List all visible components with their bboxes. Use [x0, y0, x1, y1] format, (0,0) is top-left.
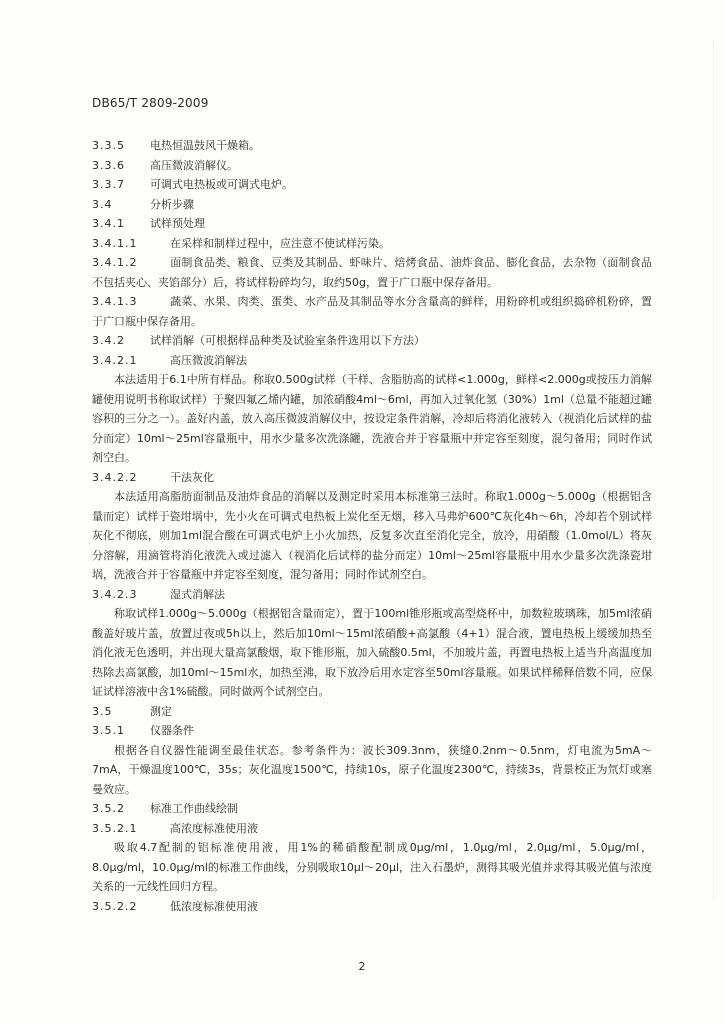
document-code: DB65/T 2809-2009 — [92, 96, 209, 110]
section-heading — [92, 468, 652, 488]
paragraph-text: 蔬菜、水果、肉类、蛋类、水产品及其制品等水分含量高的鲜样，用粉碎机或组织捣碎机粉碎，置于广口瓶中保存备用。 — [92, 295, 652, 328]
section-number: 3.4 — [92, 197, 113, 211]
body-paragraph: 称取试样1.000g～5.000g（根据铝含量而定），置于100ml锥形瓶或高型烧杯中，加数粒玻璃珠，加5ml浓硝酸盖好玻片盖，放置过夜或5h以上，然后加10ml～15ml浓硝酸+高氯酸（4+1）混合液，置电热板上缓缓加热至消化液无色透明，并出现大量高氯酸烟，取下锥形瓶，加入硫酸0.5ml，不加玻片盖，再置电热板上适当升高温度加热除去高氯酸，加10ml～15ml水，加热至沸，取下放冷后用水定容至50ml容量瓶。如果试样稀释倍数不同，应保证试样溶液中含1%硫酸。同时做两个试剂空白。 — [92, 607, 652, 698]
section-title: 低浓度标准使用液 — [170, 899, 258, 913]
section-title: 高压微波消解法 — [170, 353, 247, 367]
section-number: 3.4.1.3 — [92, 295, 138, 308]
section-number: 3.4.2.2 — [92, 470, 138, 484]
scan-edge-mark — [713, 40, 720, 900]
section-number: 3.4.1 — [92, 217, 125, 230]
section-heading — [92, 234, 652, 254]
numbered-paragraph — [92, 292, 652, 331]
section-title: 标准工作曲线绘制 — [150, 802, 238, 815]
section-number: 3.4.2.1 — [92, 353, 138, 367]
section-heading — [92, 702, 652, 722]
section-title: 高压微波消解仪。 — [150, 158, 238, 172]
body-paragraph: 根据各自仪器性能调至最佳状态。参考条件为：波长309.3nm，狭缝0.2nm～0.5nm，灯电流为5mA～7mA，干燥温度100℃，35s；灰化温度1500℃，持续10s，原子化温度2300℃，持续3s，背景校正为氘灯或塞曼效应。 — [92, 743, 652, 796]
section-title: 测定 — [150, 704, 172, 718]
section-title: 高浓度标准使用液 — [170, 821, 258, 835]
section-number: 3.5.2.1 — [92, 821, 138, 835]
section-number: 3.3.5 — [92, 139, 125, 152]
section-title: 干法灰化 — [170, 470, 214, 484]
page-number: 2 — [358, 960, 366, 973]
paragraph-text: 面制食品类、粮食、豆类及其制品、虾味片、焙烤食品、油炸食品、膨化食品，去杂物（面制食品不包括夹心、夹馅部分）后，将试样粉碎均匀，取约50g，置于广口瓶中保存备用。 — [92, 256, 652, 289]
section-title: 电热恒温鼓风干燥箱。 — [150, 139, 260, 152]
section-number: 3.4.1.2 — [92, 256, 138, 269]
section-number: 3.5.1 — [92, 724, 125, 737]
section-heading — [92, 819, 652, 839]
section-title: 可调式电热板或可调式电炉。 — [150, 178, 293, 191]
section-number: 3.5 — [92, 704, 113, 718]
section-heading — [92, 585, 652, 605]
section-heading — [92, 897, 652, 917]
body-paragraph: 本法适用于6.1中所有样品。称取0.500g试样（干样、含脂肪高的试样<1.000g，鲜样<2.000g或按压力消解罐使用说明书称取试样）于聚四氟乙烯内罐，加浓硝酸4ml～6ml，再加入过氧化氢（30%）1ml（总量不能超过罐容积的三分之一）。盖好内盖，放入高压微波消解仪中，按设定条件消解，冷却后将消化液转入（视消化后试样的盐分而定）10ml～25ml容量瓶中，用水少量多次洗涤罐，洗液合并于容量瓶中并定容至刻度，混匀备用；同时作试剂空白。 — [92, 373, 652, 464]
section-number: 3.5.2.2 — [92, 899, 138, 913]
section-heading — [92, 214, 652, 234]
body-paragraph: 本法适用高脂肪面制品及油炸食品的消解以及测定时采用本标准第三法时。称取1.000g～5.000g（根据铝含量而定）试样于瓷坩埚中，先小火在可调式电热板上炭化至无烟，移入马弗炉600℃灰化4h～6h，冷却若个别试样灰化不彻底，则加1ml混合酸在可调式电炉上小火加热，反复多次直至消化完全，放冷，用硝酸（1.0mol/L）将灰分溶解，用滴管将消化液洗入或过滤入（视消化后试样的盐分而定）10ml～25ml容量瓶中用水少量多次洗涤瓷坩埚，洗液合并于容量瓶中并定容至刻度，混匀备用；同时作试剂空白。 — [92, 490, 652, 581]
section-heading — [92, 156, 652, 176]
section-title: 试样消解（可根据样品种类及试验室条件选用以下方法） — [150, 334, 425, 347]
section-heading — [92, 136, 652, 156]
section-title: 试样预处理 — [150, 217, 205, 230]
section-heading — [92, 175, 652, 195]
section-number: 3.3.6 — [92, 158, 125, 172]
numbered-paragraph — [92, 253, 652, 292]
section-heading — [92, 195, 652, 215]
section-number: 3.4.2 — [92, 334, 125, 347]
document-body — [92, 136, 652, 916]
section-heading — [92, 799, 652, 819]
section-number: 3.4.1.1 — [92, 236, 138, 250]
section-title: 仪器条件 — [150, 724, 194, 737]
section-number: 3.4.2.3 — [92, 587, 138, 601]
section-number: 3.3.7 — [92, 178, 125, 191]
section-title: 湿式消解法 — [170, 587, 225, 601]
section-title: 分析步骤 — [150, 197, 194, 211]
section-heading — [92, 351, 652, 371]
section-number: 3.5.2 — [92, 802, 125, 815]
body-paragraph: 吸取4.7配制的铝标准使用液，用1%的稀硝酸配制成0μg/ml，1.0μg/ml，2.0μg/ml，5.0μg/ml，8.0μg/ml，10.0μg/ml的标准工作曲线，分别吸取10μl～20μl，注入石墨炉，测得其吸光值并求得其吸光值与浓度关系的一元线性回归方程。 — [92, 841, 653, 893]
section-heading — [92, 721, 652, 741]
section-heading — [92, 331, 652, 351]
section-title: 在采样和制样过程中，应注意不使试样污染。 — [170, 236, 390, 250]
